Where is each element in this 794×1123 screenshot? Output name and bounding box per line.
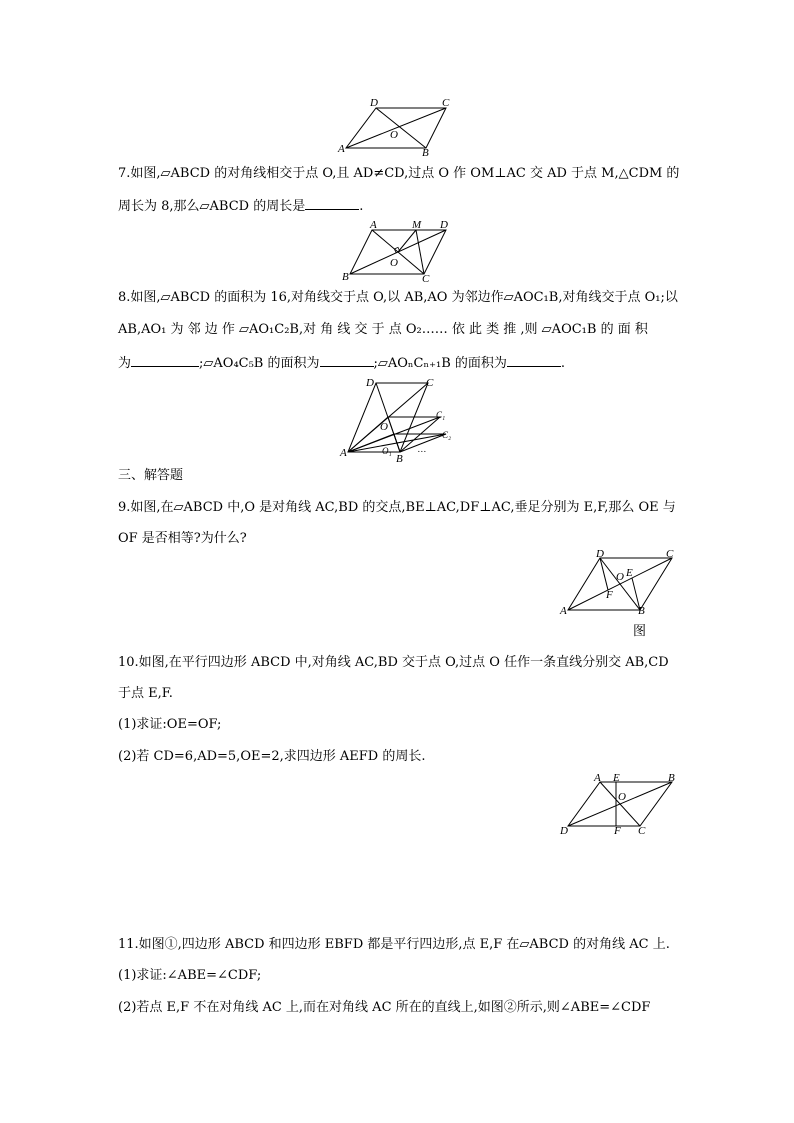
label-C: C [426,377,434,389]
figure-q10 [558,770,682,838]
label-O1: O₁ [382,446,392,456]
label-C: C [638,825,646,837]
q8-text-line3b: ;▱AO₄C₅B 的面积为 [199,356,320,371]
figure-q9 [558,548,682,618]
q10-text-line4: (2)若 CD=6,AD=5,OE=2,求四边形 AEFD 的周长. [118,749,426,764]
q8-answer-blank-2[interactable] [320,352,374,367]
label-F: F [614,825,621,837]
q8-answer-blank-1[interactable] [131,352,199,367]
section-title: 三、解答题 [118,468,184,483]
q8-text-line3 [118,352,565,374]
q7-text-line2 [118,195,363,217]
label-E: E [613,772,620,784]
q9-text-line2: OF 是否相等?为什么? [118,531,247,546]
figure-q7 [336,218,460,284]
q8-text-line3a: 为 [118,356,132,371]
label-B: B [638,605,645,617]
label-D: D [596,548,604,560]
label-B: B [396,453,403,465]
label-C: C [442,97,450,109]
q9-figure-caption: 图 [633,624,647,639]
label-A: A [560,605,567,617]
q8-text-line3d: . [560,356,566,371]
q11-text-line2: (1)求证:∠ABE=∠CDF; [118,968,262,983]
q8-answer-blank-3[interactable] [507,352,561,367]
label-A: A [370,219,377,231]
label-E: E [626,567,633,579]
q7-answer-blank[interactable] [305,195,359,210]
label-O: O [390,257,398,269]
q8-text-line2: AB,AO₁ 为 邻 边 作 ▱AO₁C₂B,对 角 线 交 于 点 O₂…… 依 此 类 推 ,则 ▱AOC₁B 的 面 积 [118,322,648,337]
label-O: O [616,571,624,583]
q11-text-line1: 11.如图①,四边形 ABCD 和四边形 EBFD 都是平行四边形,点 E,F 在▱ABCD 的对角线 AC 上. [118,937,670,952]
label-O: O [380,421,388,433]
label-A: A [338,143,345,155]
label-ellipsis: … [418,444,427,454]
label-C1: C₁ [436,410,446,420]
label-O: O [618,791,626,803]
label-D: D [370,97,378,109]
label-F: F [606,589,613,601]
q8-text-line3c: ;▱AOₙCₙ₊₁B 的面积为 [373,356,507,371]
label-D: D [440,219,448,231]
label-O: O [390,129,398,141]
q10-text-line3: (1)求证:OE=OF; [118,717,222,732]
label-A: A [340,447,347,459]
label-C: C [666,548,674,560]
q10-text-line1: 10.如图,在平行四边形 ABCD 中,对角线 AC,BD 交于点 O,过点 O 任作一条直线分别交 AB,CD [118,655,669,670]
q7-text-line1: 7.如图,▱ABCD 的对角线相交于点 O,且 AD≠CD,过点 O 作 OM⊥AC 交 AD 于点 M,△CDM 的 [118,166,680,181]
q7-text-line2b: . [359,199,364,214]
label-B: B [342,271,349,283]
figure-q8 [338,374,462,466]
figure-parallelogram-top [336,96,466,158]
label-D: D [366,377,374,389]
q10-text-line2: 于点 E,F. [118,686,173,701]
q7-text-line2a: 周长为 8,那么▱ABCD 的周长是 [118,199,306,214]
q11-text-line3: (2)若点 E,F 不在对角线 AC 上,而在对角线 AC 所在的直线上,如图②所示,则∠ABE=∠CDF [118,1000,651,1015]
label-D: D [560,825,568,837]
label-M: M [412,219,422,231]
q9-text-line1: 9.如图,在▱ABCD 中,O 是对角线 AC,BD 的交点,BE⊥AC,DF⊥AC,垂足分别为 E,F,那么 OE 与 [118,500,676,515]
label-C: C [422,273,430,284]
label-B: B [422,147,429,158]
q8-text-line1: 8.如图,▱ABCD 的面积为 16,对角线交于点 O,以 AB,AO 为邻边作▱AOC₁B,对角线交于点 O₁;以 [118,290,678,305]
label-C2: C₂ [442,430,452,440]
label-B: B [668,772,675,784]
label-A: A [594,772,601,784]
